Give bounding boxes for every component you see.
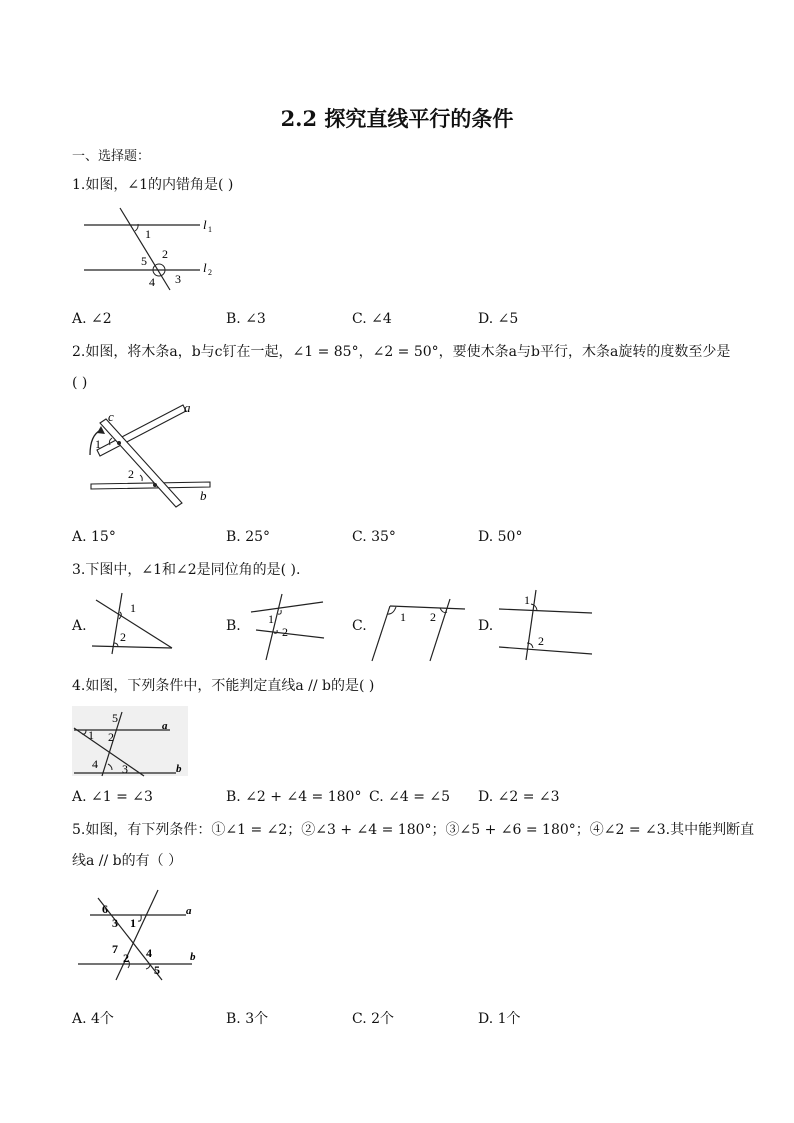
question-1-stem: 1.如图，∠1的内错角是( ) <box>72 177 234 193</box>
question-2-stem-line-1: 2.如图，将木条a，b与c钉在一起，∠1 = 85°，∠2 = 50°，要使木条a与b平行，木条a旋转的度数至少是 <box>72 344 731 360</box>
q2-option-a[interactable]: A. 15° <box>72 529 116 545</box>
question-5-figure <box>74 884 204 984</box>
angle-6-label: 6 <box>102 902 108 916</box>
angle-1-label: 1 <box>268 612 274 626</box>
q4-option-a[interactable]: A. ∠1 = ∠3 <box>72 789 153 805</box>
q2-option-d[interactable]: D. 50° <box>478 529 523 545</box>
q3-figure-a <box>88 590 178 655</box>
q4-option-c[interactable]: C. ∠4 = ∠5 <box>369 789 451 805</box>
question-2-figure <box>78 395 238 515</box>
angle-1-label: 1 <box>88 728 94 742</box>
q3-figure-d <box>496 588 596 662</box>
section-heading: 一、选择题： <box>72 149 151 164</box>
angle-4-label: 4 <box>149 275 155 289</box>
q1-option-b[interactable]: B. ∠3 <box>226 311 266 327</box>
question-5-stem-line-1: 5.如图，有下列条件：①∠1 = ∠2；②∠3 + ∠4 = 180°；③∠5 + ∠6 = 180°；④∠2 = ∠3.其中能判断直 <box>72 822 755 838</box>
line-b-label: b <box>176 763 182 775</box>
question-3-stem: 3.下图中，∠1和∠2是同位角的是( ). <box>72 562 301 578</box>
q1-option-c[interactable]: C. ∠4 <box>352 311 392 327</box>
angle-5-label: 5 <box>154 963 160 977</box>
line-b-label: b <box>190 951 196 963</box>
angle-4-label: 4 <box>146 946 152 960</box>
q3-option-c[interactable]: C. <box>352 618 367 634</box>
q1-option-a[interactable]: A. ∠2 <box>72 311 112 327</box>
q5-option-c[interactable]: C. 2个 <box>352 1011 395 1027</box>
q3-figure-c <box>368 597 468 663</box>
q5-option-a[interactable]: A. 4个 <box>72 1011 114 1027</box>
stick-a-label: a <box>184 400 191 415</box>
angle-2-label: 2 <box>162 247 168 261</box>
q3-option-d[interactable]: D. <box>478 618 494 634</box>
angle-3-label: 3 <box>175 272 181 286</box>
angle-7-label: 7 <box>112 942 118 956</box>
question-2-stem-line-2: ( ) <box>72 375 88 391</box>
q2-option-b[interactable]: B. 25° <box>226 529 271 545</box>
angle-2-label: 2 <box>120 630 126 644</box>
q3-figure-b <box>248 590 328 662</box>
line-a-label: a <box>186 905 192 917</box>
angle-1-label: 1 <box>95 437 101 451</box>
line-l2-label: l <box>203 260 207 275</box>
angle-5-label: 5 <box>141 254 147 268</box>
angle-2-label: 2 <box>282 625 288 639</box>
angle-1-label: 1 <box>130 916 136 930</box>
angle-5-label: 5 <box>112 711 118 725</box>
q5-option-d[interactable]: D. 1个 <box>478 1011 521 1027</box>
line-a-label: a <box>162 720 168 732</box>
q2-option-c[interactable]: C. 35° <box>352 529 396 545</box>
question-5-stem-line-2: 线a // b的有（ ） <box>72 853 183 869</box>
angle-1-label: 1 <box>400 610 406 624</box>
q1-option-d[interactable]: D. ∠5 <box>478 311 519 327</box>
angle-2-label: 2 <box>430 610 436 624</box>
q4-option-b[interactable]: B. ∠2 + ∠4 = 180° <box>226 789 362 805</box>
question-4-stem: 4.如图，下列条件中，不能判定直线a // b的是( ) <box>72 678 375 694</box>
angle-2-label: 2 <box>123 951 129 965</box>
angle-1-label: 1 <box>130 601 136 615</box>
stick-c-label: c <box>108 409 114 424</box>
q5-option-b[interactable]: B. 3个 <box>226 1011 269 1027</box>
angle-3-label: 3 <box>122 762 128 776</box>
angle-3-label: 3 <box>112 916 118 930</box>
angle-2-label: 2 <box>128 467 134 481</box>
q3-option-a[interactable]: A. <box>72 618 87 634</box>
angle-1-label: 1 <box>524 593 530 607</box>
angle-1-label: 1 <box>145 227 151 241</box>
page-title: 2.2 探究直线平行的条件 <box>280 106 514 131</box>
line-l2-subscript: 2 <box>208 268 212 277</box>
q3-option-b[interactable]: B. <box>226 618 241 634</box>
stick-b-label: b <box>200 488 207 503</box>
question-4-figure <box>72 706 192 780</box>
angle-4-label: 4 <box>92 757 98 771</box>
angle-2-label: 2 <box>108 730 114 744</box>
line-l1-subscript: 1 <box>208 225 212 234</box>
line-l1-label: l <box>203 217 207 232</box>
angle-2-label: 2 <box>538 634 544 648</box>
question-1-figure <box>78 202 228 297</box>
q4-option-d[interactable]: D. ∠2 = ∠3 <box>478 789 560 805</box>
